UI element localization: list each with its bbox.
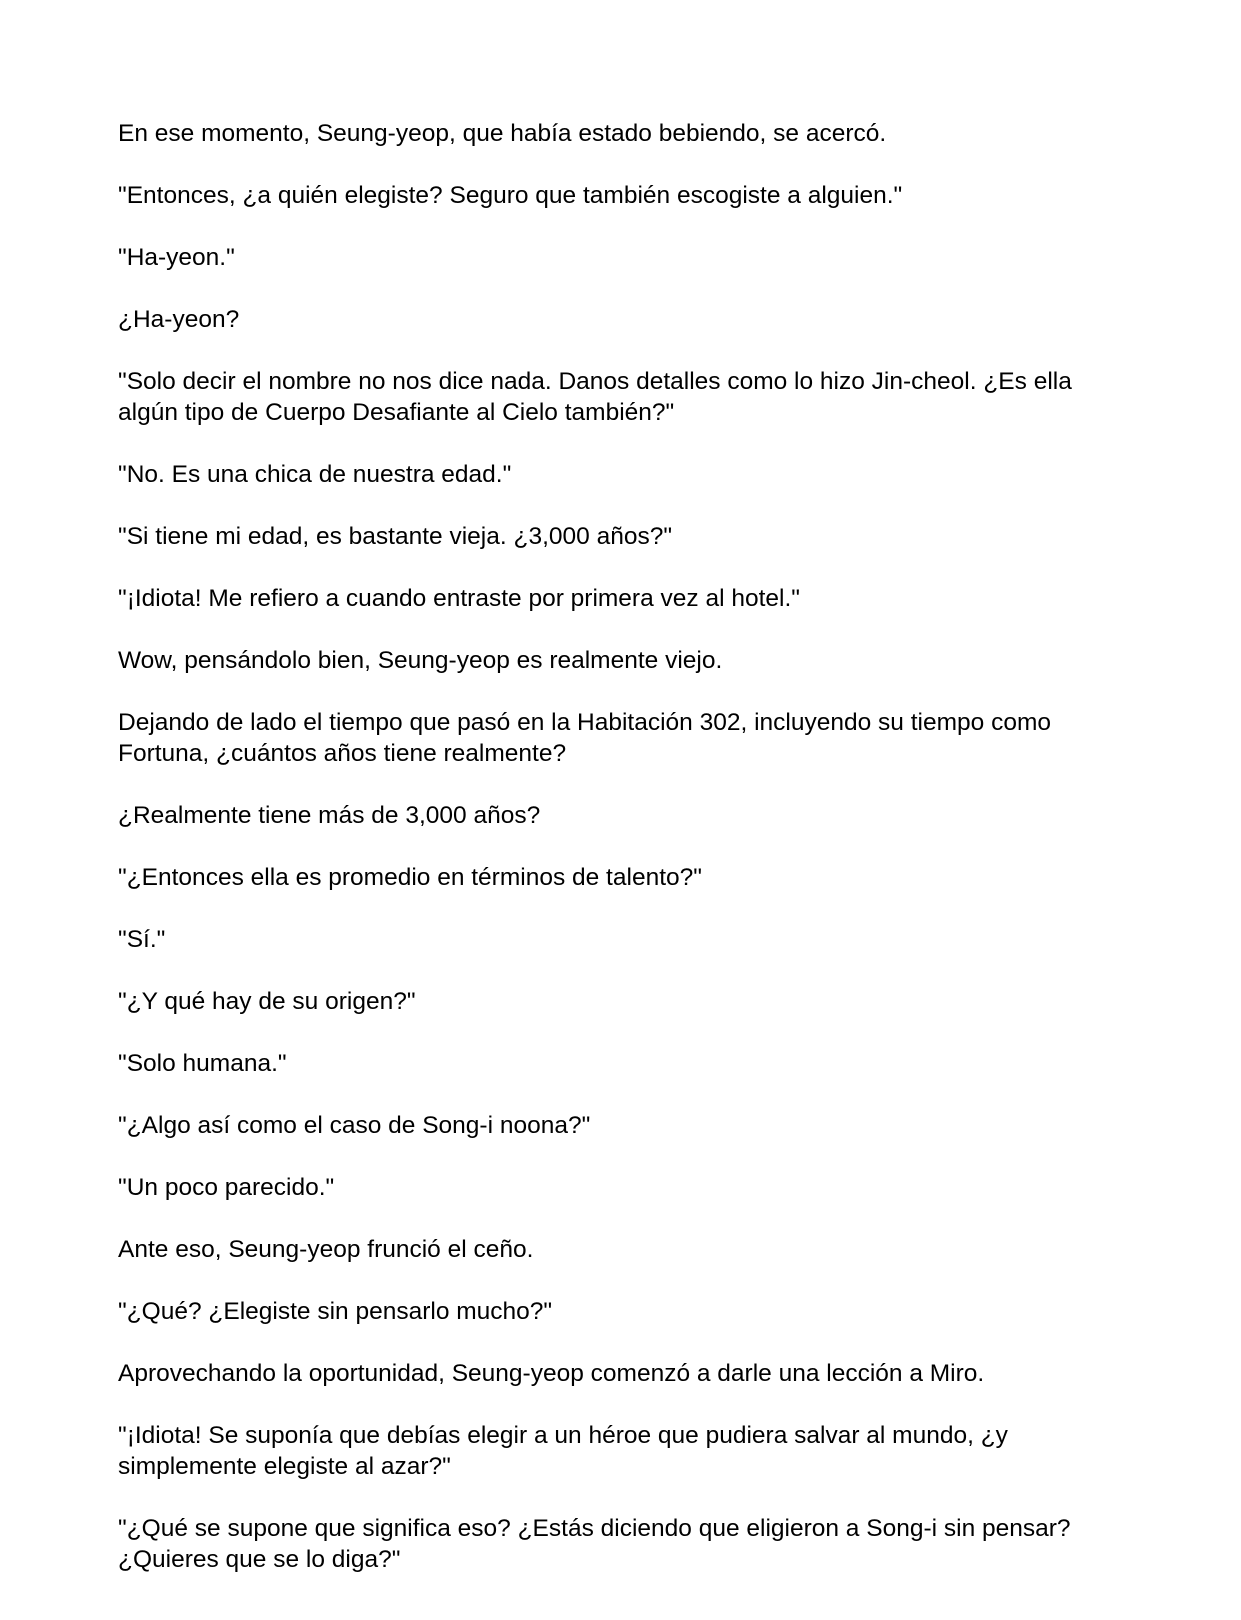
paragraph: "No. Es una chica de nuestra edad." <box>118 461 512 488</box>
paragraph: "Entonces, ¿a quién elegiste? Seguro que también escogiste a alguien." <box>118 182 903 209</box>
paragraph: ¿Realmente tiene más de 3,000 años? <box>118 802 541 829</box>
paragraph: "¿Algo así como el caso de Song-i noona?" <box>118 1112 591 1139</box>
paragraph: Dejando de lado el tiempo que pasó en la Habitación 302, incluyendo su tiempo como Fortuna, ¿cuántos años tiene realmente? <box>118 709 1051 767</box>
paragraph: En ese momento, Seung-yeop, que había estado bebiendo, se acercó. <box>118 120 887 147</box>
paragraph: "Si tiene mi edad, es bastante vieja. ¿3,000 años?" <box>118 523 673 550</box>
paragraph: "Solo humana." <box>118 1050 287 1077</box>
paragraph: "Un poco parecido." <box>118 1174 335 1201</box>
paragraph: "¡Idiota! Se suponía que debías elegir a un héroe que pudiera salvar al mundo, ¿y simplemente elegiste al azar?" <box>118 1422 1008 1480</box>
paragraph: ¿Ha-yeon? <box>118 306 240 333</box>
paragraph: "¿Qué se supone que significa eso? ¿Estás diciendo que eligieron a Song-i sin pensar? ¿Quieres que se lo diga?" <box>118 1515 1071 1573</box>
paragraph: "¿Qué? ¿Elegiste sin pensarlo mucho?" <box>118 1298 553 1325</box>
paragraph: "¿Entonces ella es promedio en términos de talento?" <box>118 864 702 891</box>
paragraph: "Solo decir el nombre no nos dice nada. Danos detalles como lo hizo Jin-cheol. ¿Es ella algún tipo de Cuerpo Desafiante al Cielo también?" <box>118 368 1072 426</box>
paragraph: Wow, pensándolo bien, Seung-yeop es realmente viejo. <box>118 647 723 674</box>
document-body <box>118 118 1118 1575</box>
paragraph: "Ha-yeon." <box>118 244 235 271</box>
paragraph: Ante eso, Seung-yeop frunció el ceño. <box>118 1236 534 1263</box>
paragraph: "¿Y qué hay de su origen?" <box>118 988 416 1015</box>
paragraph: "Sí." <box>118 926 166 953</box>
paragraph: Aprovechando la oportunidad, Seung-yeop comenzó a darle una lección a Miro. <box>118 1360 985 1387</box>
paragraph: "¡Idiota! Me refiero a cuando entraste por primera vez al hotel." <box>118 585 800 612</box>
